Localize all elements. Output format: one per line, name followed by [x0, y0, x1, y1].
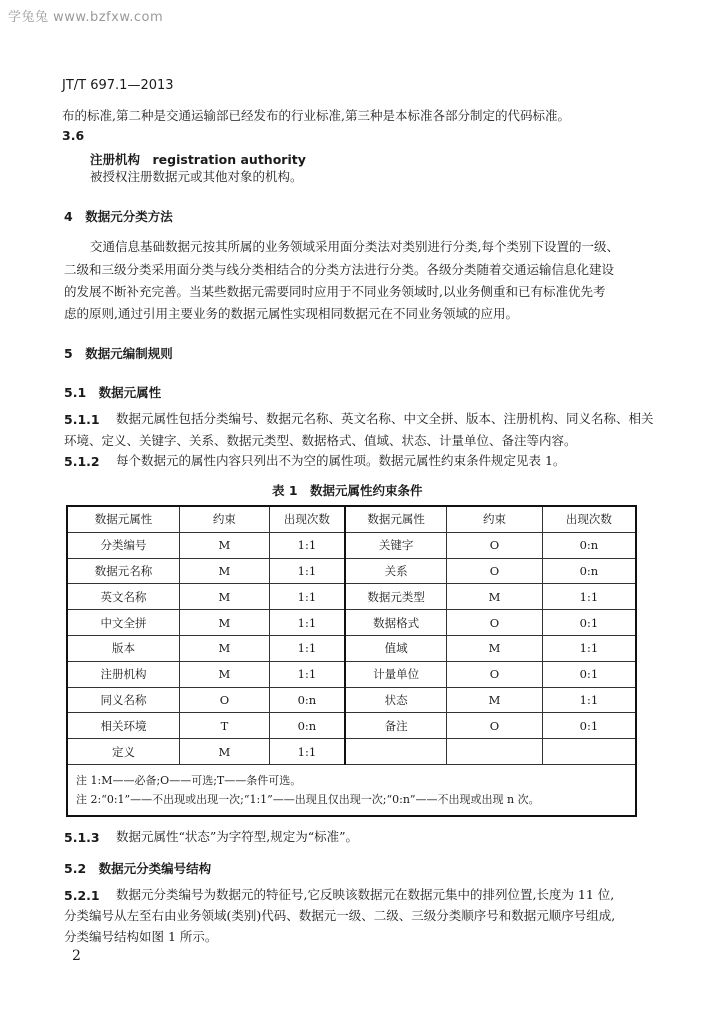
header-cell: 出现次数: [269, 506, 345, 532]
section-3-6-definition: 被授权注册数据元或其他对象的机构。: [90, 169, 303, 184]
table-row: [67, 687, 636, 713]
table-cell: M: [180, 558, 270, 584]
table-cell: [345, 739, 447, 765]
table-cell: M: [180, 739, 270, 765]
table-cell: 0:1: [542, 661, 636, 687]
table-cell: M: [180, 584, 270, 610]
table-cell: 1:1: [269, 584, 345, 610]
header-cell: 数据元属性: [67, 506, 180, 532]
table-cell: 1:1: [542, 635, 636, 661]
table-cell: 1:1: [269, 532, 345, 558]
intro-line: 布的标准,第二种是交通运输部已经发布的行业标准,第三种是本标准各部分制定的代码标准。: [62, 108, 570, 123]
table-cell: M: [180, 635, 270, 661]
table-cell: 定义: [67, 739, 180, 765]
table-row: [67, 661, 636, 687]
table-cell: 关键字: [345, 532, 447, 558]
section-4-line-3: 的发展不断补充完善。当某些数据元需要同时应用于不同业务领域时,以业务侧重和已有标准优先考: [64, 284, 606, 299]
table-row: [67, 558, 636, 584]
section-5-1-1-number: 5.1.1: [64, 412, 100, 427]
table-cell: 注册机构: [67, 661, 180, 687]
table-row: [67, 532, 636, 558]
attribute-constraint-table: [66, 505, 637, 817]
section-5-1-3-number: 5.1.3: [64, 830, 100, 845]
table-cell: T: [180, 713, 270, 739]
table-cell: 关系: [345, 558, 447, 584]
table-cell: 同义名称: [67, 687, 180, 713]
table-cell: 0:1: [542, 610, 636, 636]
section-4-line-1: 交通信息基础数据元按其所属的业务领域采用面分类法对类别进行分类,每个类别下设置的一级、: [90, 239, 619, 254]
section-4-line-4: 虑的原则,通过引用主要业务的数据元属性实现相同数据元在不同业务领域的应用。: [64, 306, 518, 321]
table-row: [67, 610, 636, 636]
table-cell: O: [447, 661, 543, 687]
table-cell: O: [447, 558, 543, 584]
table-cell: 相关环境: [67, 713, 180, 739]
table-cell: O: [447, 532, 543, 558]
table-cell: 1:1: [542, 687, 636, 713]
table-cell: O: [447, 713, 543, 739]
table-header-row: [67, 506, 636, 532]
table-cell: M: [180, 610, 270, 636]
section-5-1-3-text: 数据元属性“状态”为字符型,规定为“标准”。: [116, 829, 359, 844]
table-cell: 0:n: [542, 558, 636, 584]
table-cell: 分类编号: [67, 532, 180, 558]
table-note1: 注 1:M——必备;O——可选;T——条件可选。: [76, 773, 302, 787]
table-row: [67, 635, 636, 661]
section-5-1-1-line-2: 环境、定义、关键字、关系、数据元类型、数据格式、值域、状态、计量单位、备注等内容。: [64, 433, 577, 448]
standard-header: JT/T 697.1—2013: [62, 78, 174, 93]
table-cell: M: [447, 584, 543, 610]
table-cell: M: [447, 635, 543, 661]
table-cell: 0:n: [269, 713, 345, 739]
table-cell: M: [180, 661, 270, 687]
table-cell: [447, 739, 543, 765]
table-caption: 表 1 数据元属性约束条件: [272, 483, 423, 498]
table-cell: 备注: [345, 713, 447, 739]
section-3-6-number: 3.6: [62, 128, 85, 143]
section-5-1-heading: 5.1 数据元属性: [64, 385, 162, 400]
table-cell: 数据元类型: [345, 584, 447, 610]
table-cell: 英文名称: [67, 584, 180, 610]
table-notes-row: [67, 764, 636, 816]
section-4-heading: 4 数据元分类方法: [64, 209, 173, 224]
table-cell: 1:1: [542, 584, 636, 610]
watermark: 学兔兔 www.bzfxw.com: [8, 10, 164, 25]
table-note2: 注 2:“0:1”——不出现或出现一次;“1:1”——出现且仅出现一次;“0:n”——不出现或出现 n 次。: [76, 792, 540, 806]
table-cell: 0:n: [269, 687, 345, 713]
table-cell: 1:1: [269, 610, 345, 636]
table-notes: [67, 764, 636, 816]
header-cell: 约束: [447, 506, 543, 532]
table-cell: 1:1: [269, 558, 345, 584]
table-row: [67, 584, 636, 610]
table-cell: 0:1: [542, 713, 636, 739]
table-cell: M: [447, 687, 543, 713]
table-cell: 数据元名称: [67, 558, 180, 584]
header-cell: 数据元属性: [345, 506, 447, 532]
page-number: 2: [72, 948, 81, 964]
header-cell: 出现次数: [542, 506, 636, 532]
section-5-2-1-line-1: 数据元分类编号为数据元的特征号,它反映该数据元在数据元集中的排列位置,长度为 11 位,: [116, 887, 615, 902]
section-5-2-1-line-3: 分类编号结构如图 1 所示。: [64, 929, 218, 944]
table-cell: 1:1: [269, 739, 345, 765]
table-cell: M: [180, 532, 270, 558]
section-5-1-2-number: 5.1.2: [64, 454, 100, 469]
table-cell: [542, 739, 636, 765]
section-5-2-1-number: 5.2.1: [64, 888, 100, 903]
table-cell: 数据格式: [345, 610, 447, 636]
table-cell: O: [180, 687, 270, 713]
section-5-2-heading: 5.2 数据元分类编号结构: [64, 861, 212, 876]
table-cell: 计量单位: [345, 661, 447, 687]
table-row: [67, 739, 636, 765]
table-cell: 1:1: [269, 635, 345, 661]
table-cell: 1:1: [269, 661, 345, 687]
section-3-6-term: 注册机构 registration authority: [90, 152, 306, 167]
section-5-1-1-line-1: 数据元属性包括分类编号、数据元名称、英文名称、中文全拼、版本、注册机构、同义名称、相关: [116, 411, 654, 426]
table-cell: 值域: [345, 635, 447, 661]
table-cell: 中文全拼: [67, 610, 180, 636]
section-5-2-1-line-2: 分类编号从左至右由业务领域(类别)代码、数据元一级、二级、三级分类顺序号和数据元顺序号组成,: [64, 908, 616, 923]
table-cell: 版本: [67, 635, 180, 661]
section-5-heading: 5 数据元编制规则: [64, 346, 173, 361]
section-4-line-2: 二级和三级分类采用面分类与线分类相结合的分类方法进行分类。各级分类随着交通运输信息化建设: [64, 262, 615, 277]
section-5-1-2-text: 每个数据元的属性内容只列出不为空的属性项。数据元属性约束条件规定见表 1。: [116, 453, 566, 468]
table-cell: O: [447, 610, 543, 636]
table-cell: 状态: [345, 687, 447, 713]
header-cell: 约束: [180, 506, 270, 532]
table-cell: 0:n: [542, 532, 636, 558]
table-row: [67, 713, 636, 739]
